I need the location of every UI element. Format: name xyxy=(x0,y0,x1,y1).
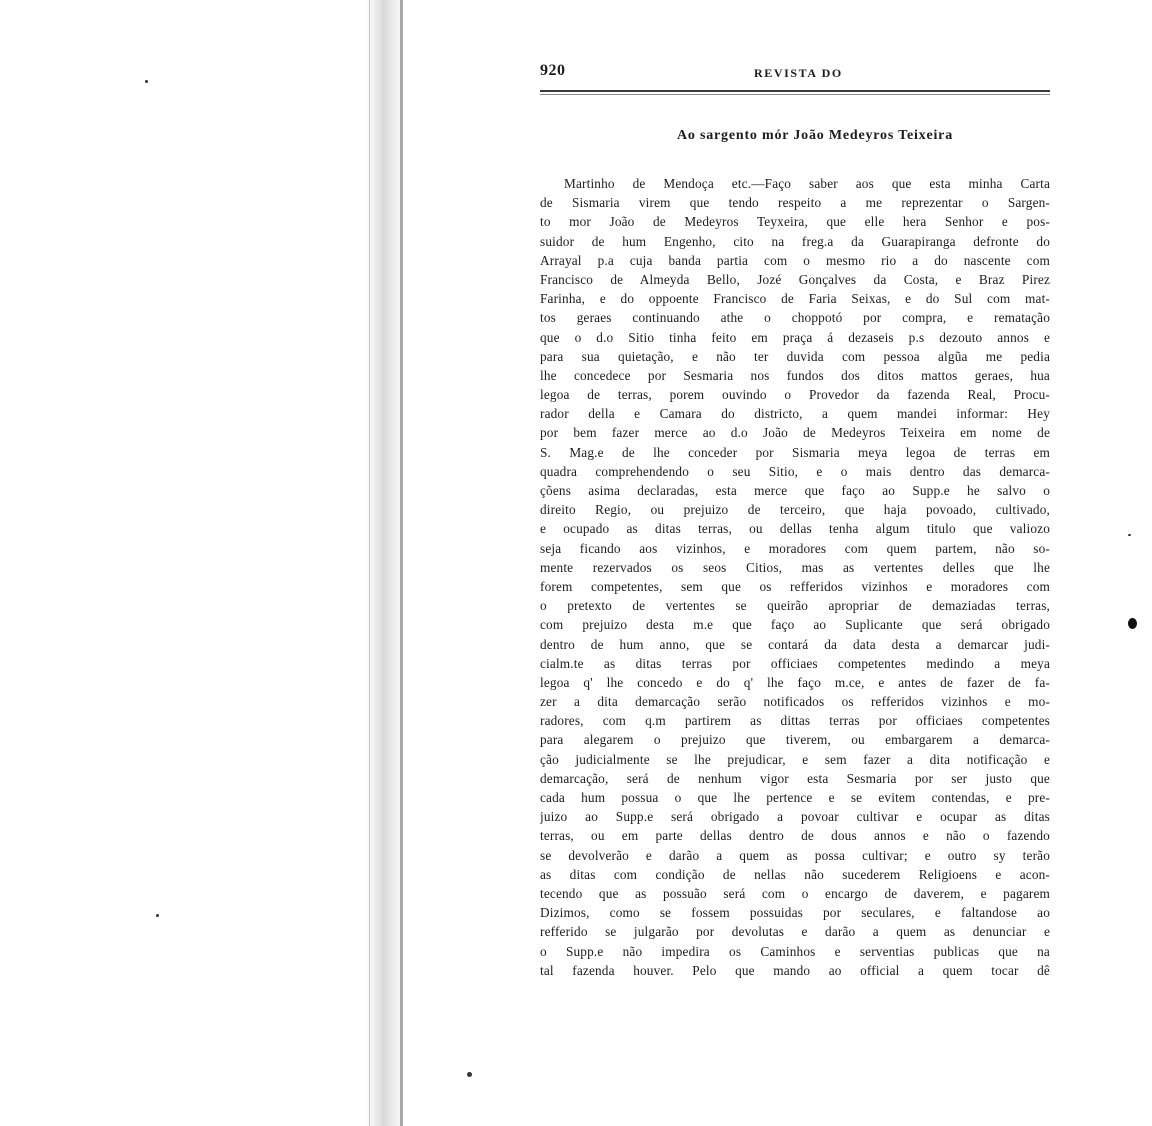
gutter-edge xyxy=(369,0,370,1126)
text-line: legoa de terras, porem ouvindo o Provedor da fazenda Real, Procu- xyxy=(540,387,1050,403)
scan-speck xyxy=(156,914,159,917)
text-line: Francisco de Almeyda Bello, Jozé Gonçalves da Costa, e Braz Pirez xyxy=(540,271,1050,287)
text-line: ção judicialmente se lhe prejudicar, e sem fazer a dita notificação e xyxy=(540,751,1050,767)
text-line: se devolverão e darão a quem as possa cultivar; e outro sy terão xyxy=(540,847,1050,863)
text-line: o pretexto de vertentes se queirão apropriar de demaziadas terras, xyxy=(540,598,1050,614)
text-line: tos geraes continuando athe o choppotó por compra, e rematação xyxy=(540,310,1050,326)
text-line: que o d.o Sitio tinha feito em praça á dezaseis p.s dezouto annos e xyxy=(540,329,1050,345)
text-line: Arrayal p.a cuja banda partia com o mesmo rio a do nascente com xyxy=(540,252,1050,268)
text-line: zer a dita demarcação serão notificados os refferidos vizinhos e mo- xyxy=(540,694,1050,710)
header-rule-thin xyxy=(540,94,1050,95)
text-line: para alegarem o prejuizo que tiverem, ou embargarem a demarca- xyxy=(540,732,1050,748)
text-line: dentro de hum anno, que se contará da data desta a demarcar judi- xyxy=(540,636,1050,652)
text-line: lhe concedece por Sesmaria nos fundos dos ditos mattos geraes, hua xyxy=(540,367,1050,383)
article-title: Ao sargento mór João Medeyros Teixeira xyxy=(676,128,953,143)
text-line: quadra comprehendendo o seu Sitio, e o mais dentro das demarca- xyxy=(540,463,1050,479)
text-line: para sua quietação, e não ter duvida com pessoa algũa me pedia xyxy=(540,348,1050,364)
text-line: suidor de hum Engenho, cito na freg.a da Guarapiranga defronte do xyxy=(540,233,1050,249)
text-line: com prejuizo desta m.e que faço ao Suplicante que será obrigado xyxy=(540,617,1050,633)
text-line: rador della e Camara do districto, a quem mandei informar: Hey xyxy=(540,406,1050,422)
text-line: refferido se julgarão por devolutas e darão a quem as denunciar e xyxy=(540,924,1050,940)
text-line: demarcação, será de nenhum vigor esta Sesmaria por ser justo que xyxy=(540,770,1050,786)
scan-speck xyxy=(467,1072,472,1077)
text-line: e ocupado as ditas terras, ou dellas tenha algum titulo que valiozo xyxy=(540,521,1050,537)
text-line: forem competentes, sem que os refferidos vizinhos e moradores com xyxy=(540,578,1050,594)
text-line: to mor João de Medeyros Teyxeira, que elle hera Senhor e pos- xyxy=(540,214,1050,230)
running-title: REVISTA DO xyxy=(754,66,843,80)
text-line: o Supp.e não impedira os Caminhos e serventias publicas que na xyxy=(540,943,1050,959)
running-head xyxy=(540,60,1050,86)
header-rule xyxy=(540,90,1050,92)
text-line: legoa q' lhe concedo e do q' lhe faço m.ce, e antes de fazer de fa- xyxy=(540,674,1050,690)
binding-line xyxy=(400,0,403,1126)
text-line: por bem fazer merce ao d.o João de Medeyros Teixeira em nome de xyxy=(540,425,1050,441)
document-page xyxy=(540,60,1050,980)
text-line: tal fazenda houver. Pelo que mando ao official a quem tocar dê xyxy=(540,962,1050,978)
text-line: Martinho de Mendoça etc.—Faço saber aos que esta minha Carta xyxy=(564,176,1050,191)
text-line: Farinha, e do oppoente Francisco de Faria Seixas, e do Sul com mat- xyxy=(540,291,1050,307)
text-line: de Sismaria virem que tendo respeito a me reprezentar o Sargen- xyxy=(540,195,1050,211)
text-line: radores, com q.m partirem as dittas terras por officiaes competentes xyxy=(540,713,1050,729)
text-line: terras, ou em parte dellas dentro de dous annos e não o fazendo xyxy=(540,828,1050,844)
text-line: as ditas com condição de nellas não sucederem Religioens e acon- xyxy=(540,866,1050,882)
scan-speck xyxy=(145,80,148,83)
text-line: S. Mag.e de lhe conceder por Sismaria meya legoa de terras em xyxy=(540,444,1050,460)
text-line: seja ficando aos vizinhos, e moradores com quem partem, não so- xyxy=(540,540,1050,556)
text-line: mente rezervados os seos Citios, mas as vertentes delles que lhe xyxy=(540,559,1050,575)
text-line: juizo ao Supp.e será obrigado a povoar cultivar e ocupar as ditas xyxy=(540,809,1050,825)
page-number: 920 xyxy=(540,62,566,79)
article-body xyxy=(540,174,1050,980)
text-line: cada hum possua o que lhe pertence e se evitem contendas, e pre- xyxy=(540,790,1050,805)
text-line: cialm.te as ditas terras por officiaes competentes medindo a meya xyxy=(540,655,1050,671)
text-line: tecendo que as possuão será com o encargo de daverem, e pagarem xyxy=(540,885,1050,901)
text-line: Dizimos, como se fossem possuidas por seculares, e faltandose ao xyxy=(540,905,1050,921)
text-line: çõens asima declaradas, esta merce que faço ao Supp.e he salvo o xyxy=(540,483,1050,498)
scan-speck xyxy=(1128,534,1131,536)
text-line: direito Regio, ou prejuizo de terceiro, que haja povoado, cultivado, xyxy=(540,502,1050,518)
scan-speck xyxy=(1128,618,1137,629)
